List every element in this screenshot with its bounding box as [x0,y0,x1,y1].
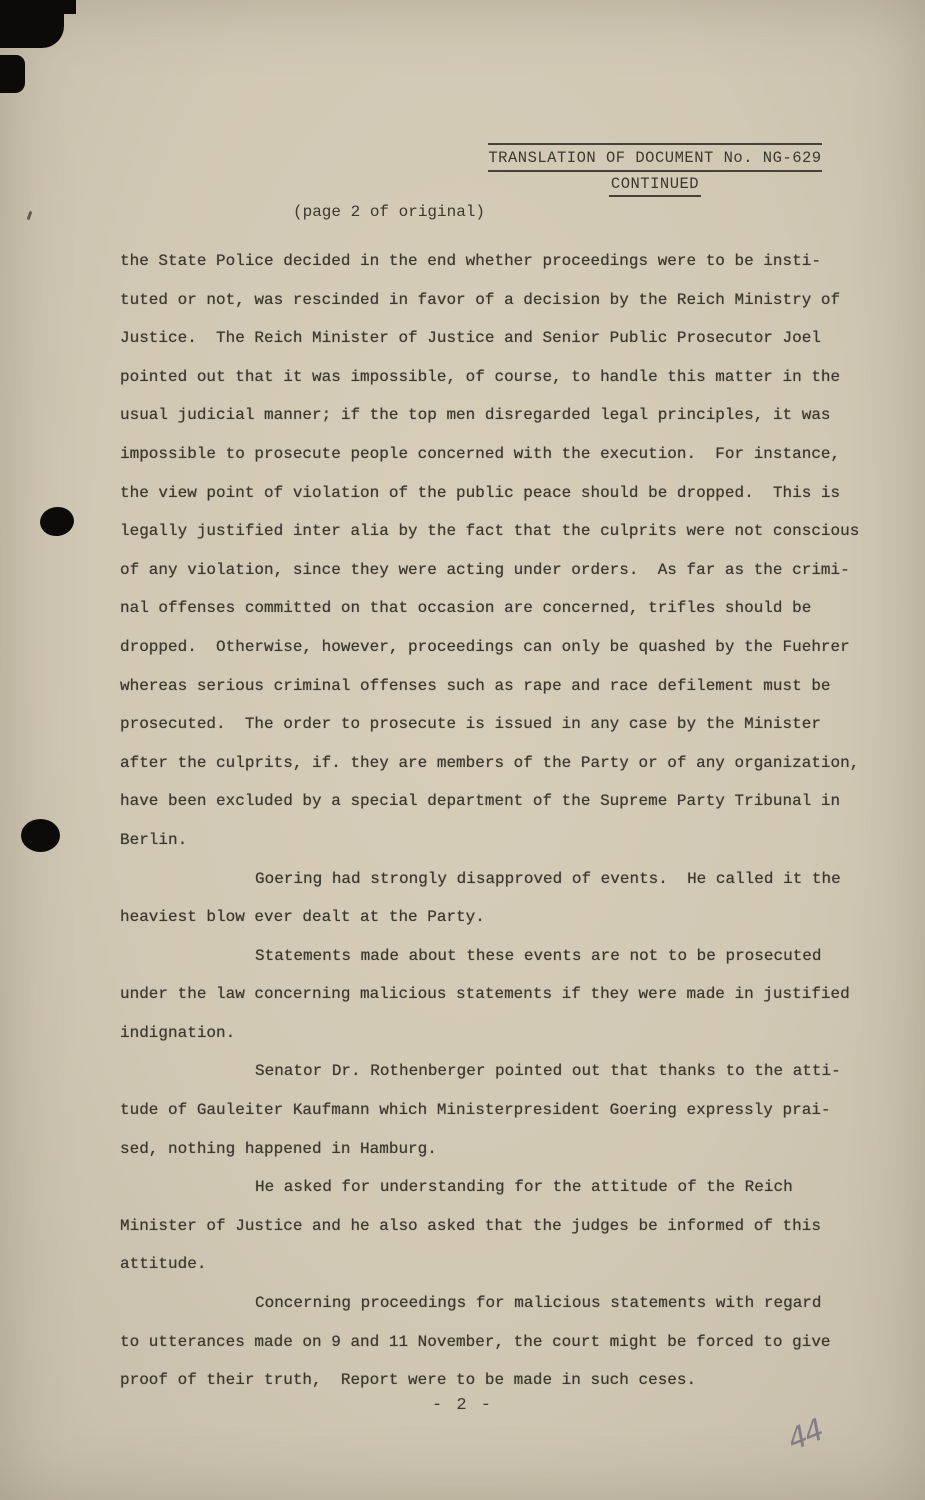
body-line: have been excluded by a special department of the Supreme Party Tribunal in [120,792,841,811]
body-line: impossible to prosecute people concerned with the execution. For instance, [120,444,841,463]
ink-speck [27,211,33,220]
hole-punch-mark-bottom [21,819,60,852]
body-line: Justice. The Reich Minister of Justice and Senior Public Prosecutor Joel [120,329,821,348]
body-line: tuted or not, was rescinded in favor of a decision by the Reich Ministry of [120,290,841,309]
corner-scan-artifact [0,0,64,48]
body-line: Berlin. [120,830,188,849]
document-header [488,143,822,197]
body-line: under the law concerning malicious statements if they were made in justified [120,985,850,1004]
body-line: after the culprits, if. they are members of the Party or of any organization, [120,753,860,772]
document-body [120,242,880,1400]
body-line: indignation. [120,1023,236,1042]
corner-scan-artifact [0,55,25,93]
body-line: the State Police decided in the end whether proceedings were to be insti- [120,252,821,270]
body-line: usual judicial manner; if the top men disregarded legal principles, it was [120,406,831,425]
body-line: prosecuted. The order to prosecute is issued in any case by the Minister [120,715,821,734]
body-line: dropped. Otherwise, however, proceedings can only be quashed by the Fuehrer [120,637,850,656]
hole-punch-mark-top [38,505,76,538]
body-line: He asked for understanding for the attitude of the Reich [255,1178,793,1197]
body-line: Senator Dr. Rothenberger pointed out that thanks to the atti- [255,1062,841,1081]
body-line: sed, nothing happened in Hamburg. [120,1139,437,1158]
page-subtitle: (page 2 of original) [293,203,486,221]
body-line: Concerning proceedings for malicious statements with regard [255,1294,822,1313]
body-line: attitude. [120,1255,207,1274]
body-line: Goering had strongly disapproved of events. He called it the [255,869,841,888]
body-line: pointed out that it was impossible, of course, to handle this matter in the [120,367,841,386]
body-line: to utterances made on 9 and 11 November, the court might be forced to give [120,1332,831,1351]
page-number: - 2 - [431,1396,493,1415]
body-line: nal offenses committed on that occasion are concerned, trifles should be [120,599,812,618]
body-line: tude of Gauleiter Kaufmann which Ministerpresident Goering expressly prai- [120,1101,831,1120]
body-line: of any violation, since they were acting under orders. As far as the crimi- [120,560,850,579]
document-header-title: TRANSLATION OF DOCUMENT No. NG-629 [488,149,822,172]
body-line: Statements made about these events are not to be prosecuted [255,946,822,965]
body-line: Minister of Justice and he also asked that the judges be informed of this [120,1216,821,1235]
document-header-continued: CONTINUED [609,175,701,197]
handwritten-mark: 44 [782,1412,828,1459]
body-line: legally justified inter alia by the fact that the culprits were not conscious [120,522,860,541]
body-line: whereas serious criminal offenses such as rape and race defilement must be [120,676,831,695]
body-line: the view point of violation of the public peace should be dropped. This is [120,483,841,502]
body-line: heaviest blow ever dealt at the Party. [120,908,485,927]
body-line: proof of their truth, Report were to be made in such ceses. [120,1371,697,1390]
